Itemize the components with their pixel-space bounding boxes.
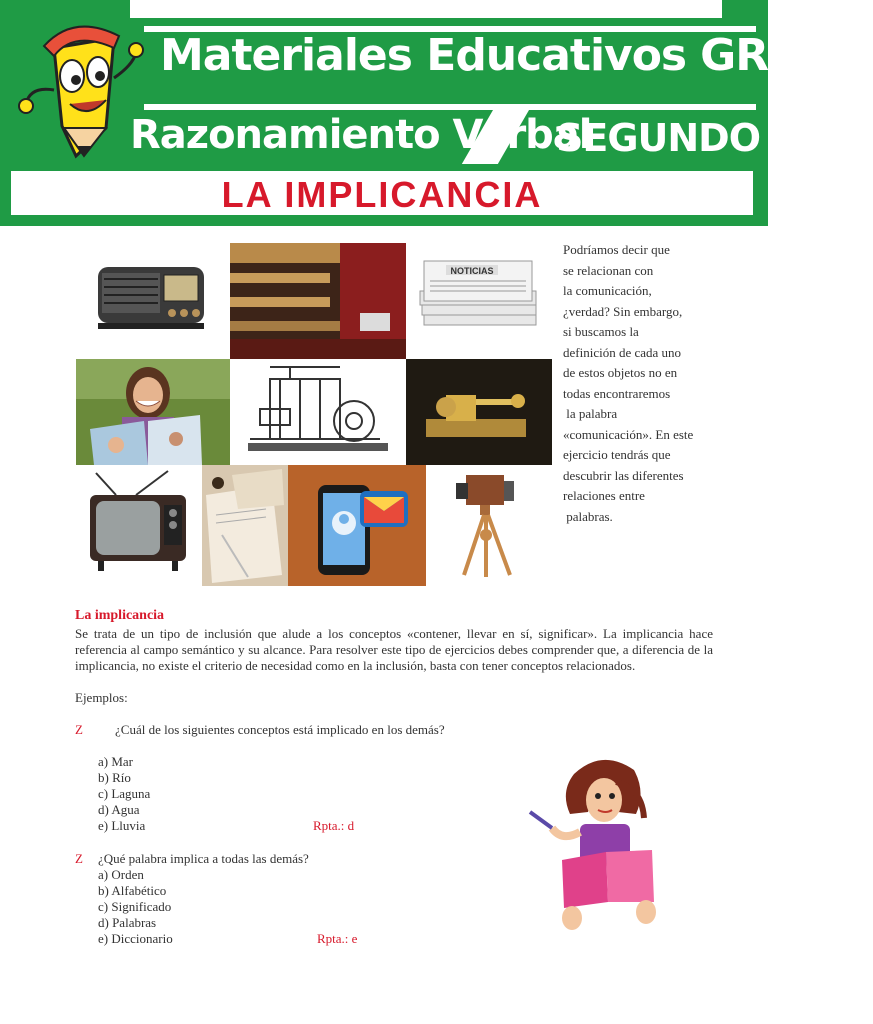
option: e) Lluvia bbox=[98, 818, 146, 833]
smartphone-message-image bbox=[288, 465, 426, 586]
intro-paragraph bbox=[563, 240, 763, 527]
intro-line: de estos objetos no en bbox=[563, 365, 678, 380]
question-1-options bbox=[98, 754, 150, 834]
option: e) Diccionario bbox=[98, 931, 173, 946]
option: b) Río bbox=[98, 770, 131, 785]
topic-title-box bbox=[8, 168, 756, 218]
question-1-text: ¿Cuál de los siguientes conceptos está implicado en los demás? bbox=[115, 722, 445, 737]
intro-line: Podríamos decir que bbox=[563, 242, 670, 257]
option: c) Significado bbox=[98, 899, 172, 914]
question-bullet: Z bbox=[75, 722, 83, 737]
intro-line: si buscamos la bbox=[563, 324, 639, 339]
question-1 bbox=[75, 722, 467, 738]
intro-line: relaciones entre bbox=[563, 488, 645, 503]
option: c) Laguna bbox=[98, 786, 151, 801]
grade-label: SEGUNDO bbox=[556, 116, 761, 160]
intro-line: la palabra bbox=[563, 406, 618, 421]
intro-line: ¿verdad? Sin embargo, bbox=[563, 303, 683, 319]
question-2-options bbox=[98, 867, 173, 947]
telegraph-image bbox=[406, 359, 552, 465]
site-title-left: Materiales Educativos bbox=[160, 30, 687, 81]
intro-line: palabras. bbox=[563, 508, 613, 524]
intro-line: todas encontraremos bbox=[563, 385, 671, 401]
communication-image-grid bbox=[76, 243, 552, 586]
newspaper-headline: NOTICIAS bbox=[450, 266, 494, 276]
option: a) Mar bbox=[98, 754, 134, 769]
theater-image bbox=[230, 243, 406, 359]
header-banner bbox=[0, 0, 873, 226]
option: d) Agua bbox=[98, 802, 140, 817]
film-camera-image bbox=[426, 465, 552, 586]
header-top-band bbox=[130, 0, 722, 18]
section-heading: La implicancia bbox=[75, 608, 165, 623]
woman-reading-image bbox=[76, 359, 230, 465]
question-2-text: ¿Qué palabra implica a todas las demás? bbox=[98, 851, 309, 866]
option: a) Orden bbox=[98, 867, 144, 882]
intro-line: «comunicación». En este bbox=[563, 426, 694, 442]
intro-line: se relacionan con bbox=[563, 262, 654, 278]
radio-image bbox=[76, 243, 230, 359]
option: b) Alfabético bbox=[98, 883, 167, 898]
examples-label: Ejemplos: bbox=[75, 690, 128, 705]
girl-reading-illustration bbox=[522, 752, 682, 932]
intro-line: definición de cada uno bbox=[563, 344, 682, 360]
pencil-mascot-icon bbox=[14, 8, 144, 158]
question-bullet: Z bbox=[75, 851, 83, 866]
section-body: Se trata de un tipo de inclusión que alude a los conceptos «contener, llevar en sí, significar». La implicancia hace referencia al campo semántico y su alcance. Para resolver este tipo de ejercicios debes comprender que, a diferencia de la implicancia, no existe el criterio de necesidad como en la inclusión, basta con tener conceptos relacionados. bbox=[75, 626, 713, 673]
question-2-answer: Rpta.: e bbox=[317, 931, 358, 946]
intro-line: la comunicación, bbox=[563, 283, 652, 298]
topic-title: LA IMPLICANCIA bbox=[221, 174, 543, 215]
letter-quill-image bbox=[202, 465, 288, 586]
site-title-gratis: GRATIS bbox=[700, 30, 873, 81]
intro-line: descubrir las diferentes bbox=[563, 467, 684, 483]
subject-label: Razonamiento Verbal bbox=[130, 112, 592, 158]
intro-line: ejercicio tendrás que bbox=[563, 447, 671, 462]
printing-press-image bbox=[230, 359, 406, 465]
newspaper-image bbox=[406, 243, 552, 359]
option: d) Palabras bbox=[98, 915, 157, 930]
question-1-answer: Rpta.: d bbox=[313, 818, 355, 833]
site-title bbox=[160, 30, 873, 81]
subject-line bbox=[130, 112, 761, 160]
television-image bbox=[76, 465, 202, 586]
